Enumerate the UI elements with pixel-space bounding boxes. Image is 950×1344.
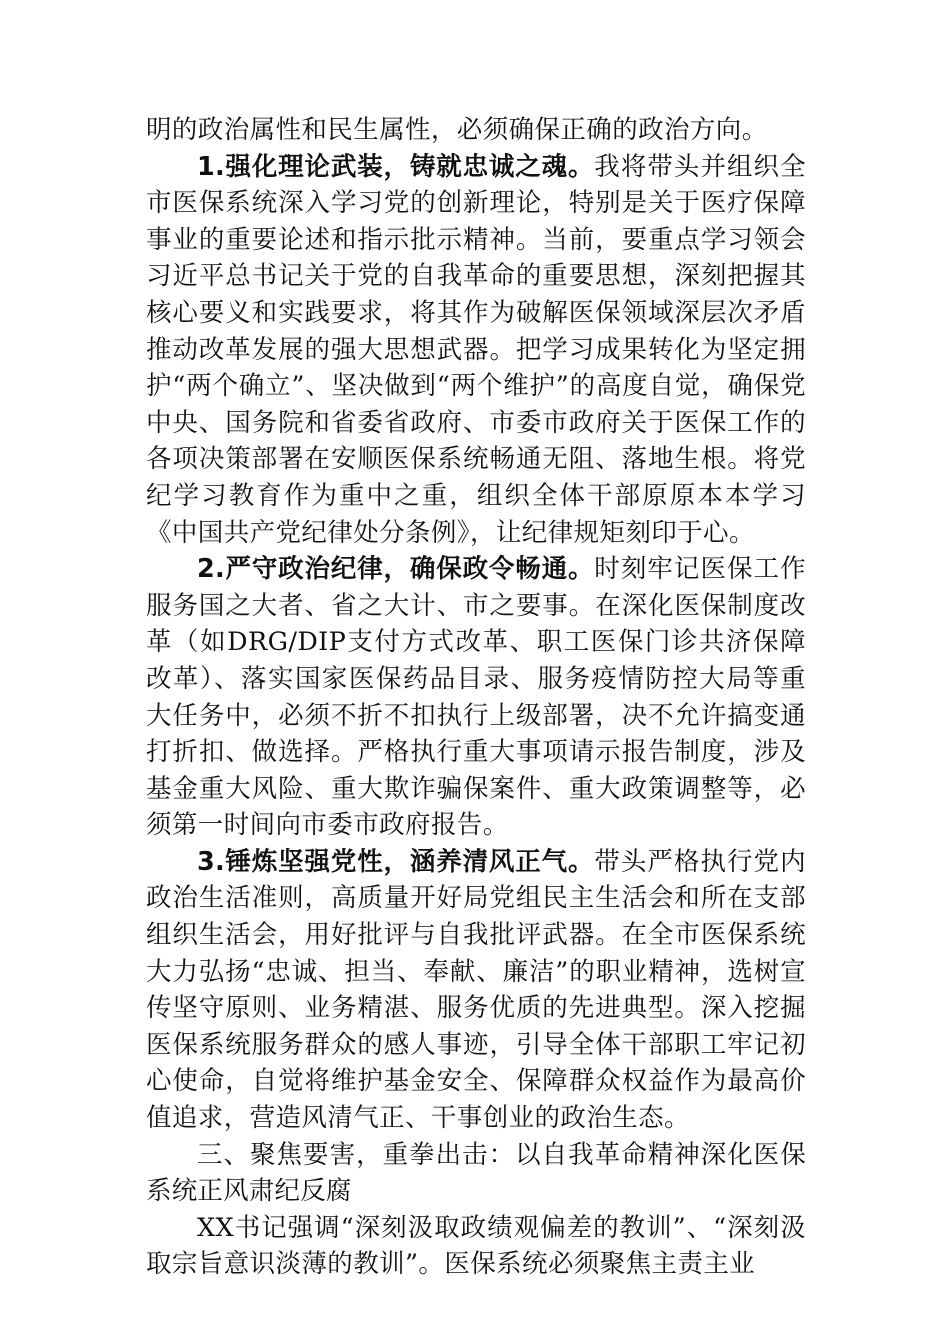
paragraph-item-3: [146, 844, 806, 1137]
paragraph-intro-continuation: [146, 112, 806, 149]
paragraph-lead: 2.严守政治纪律，确保政令畅通。: [197, 554, 595, 585]
paragraph-lead: 3.锤炼坚强党性，涵养清风正气。: [197, 846, 595, 877]
paragraph-lead: 1.强化理论武装，铸就忠诚之魂。: [197, 151, 595, 182]
paragraph-text: 带头严格执行党内政治生活准则，高质量开好局党组民主生活会和所在支部组织生活会，用好批评与自我批评武器。在全市医保系统大力弘扬“忠诚、担当、奉献、廉洁”的职业精神，选树宣传坚守原则、业务精湛、服务优质的先进典型。深入挖掘医保系统服务群众的感人事迹，引导全体干部职工牢记初心使命，自觉将维护基金安全、保障群众权益作为最高价值追求，营造风清气正、干事创业的政治生态。: [146, 846, 807, 1134]
paragraph-item-1: [146, 149, 806, 552]
paragraph-item-2: [146, 551, 806, 844]
paragraph-text: 时刻牢记医保工作服务国之大者、省之大计、市之要事。在深化医保制度改革（如DRG/DIP支付方式改革、职工医保门诊共济保障改革）、落实国家医保药品目录、服务疫情防控大局等重大任务中，必须不折不扣执行上级部署，决不允许搞变通打折扣、做选择。严格执行重大事项请示报告制度，涉及基金重大风险、重大欺诈骗保案件、重大政策调整等，必须第一时间向市委市政府报告。: [146, 554, 807, 841]
paragraph-closing: [146, 1210, 806, 1283]
paragraph-text: 明的政治属性和民生属性，必须确保正确的政治方向。: [146, 115, 768, 145]
paragraph-text: 我将带头并组织全市医保系统深入学习党的创新理论，特别是关于医疗保障事业的重要论述和指示批示精神。当前，要重点学习领会习近平总书记关于党的自我革命的重要思想，深刻把握其核心要义和实践要求，将其作为破解医保领域深层次矛盾推动改革发展的强大思想武器。把学习成果转化为坚定拥护“两个确立”、坚决做到“两个维护”的高度自觉，确保党中央、国务院和省委省政府、市委市政府关于医保工作的各项决策部署在安顺医保系统畅通无阻、落地生根。将党纪学习教育作为重中之重，组织全体干部原原本本学习《中国共产党纪律处分条例》，让纪律规矩刻印于心。: [146, 151, 807, 548]
document-page: [146, 112, 806, 1283]
section-heading: 三、聚焦要害，重拳出击：以自我革命精神深化医保系统正风肃纪反腐: [146, 1139, 806, 1207]
paragraph-text: XX书记强调“深刻汲取政绩观偏差的教训”、“深刻汲取宗旨意识淡薄的教训”。医保系统必须聚焦主责主业: [146, 1212, 806, 1280]
